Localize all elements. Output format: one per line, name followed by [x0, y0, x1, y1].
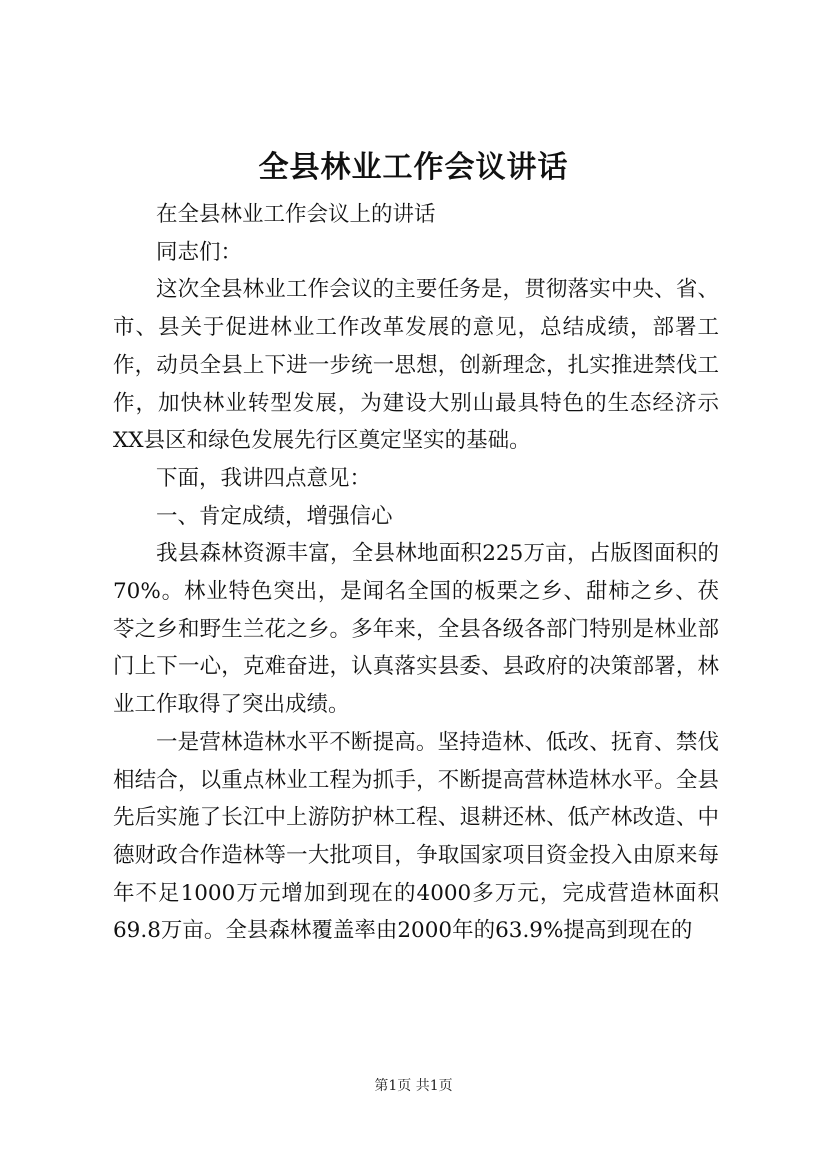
salutation-paragraph: 同志们：: [156, 239, 243, 265]
body-paragraph: 一是营林造林水平不断提高。坚持造林、低改、抚育、禁伐相结合，以重点林业工程为抓手，不断提高营林造林水平。全县先后实施了长江中上游防护林工程、退耕还林、低产林改造、中德财政合作造林等一大批项目，争取国家项目资金投入由原来每年不足1000万元增加到现在的4000多万元，完成营造林面积69.8万亩。全县森林覆盖率由2000年的63.9%提高到现在的: [113, 729, 719, 944]
document-body: [113, 196, 719, 950]
document-title: 全县林业工作会议讲话: [258, 150, 569, 185]
section-heading: 一、肯定成绩，增强信心: [156, 503, 393, 529]
page-footer: 第1页 共1页: [374, 1078, 453, 1094]
body-paragraph: 我县森林资源丰富，全县林地面积225万亩，占版图面积的70%。林业特色突出，是闻名全国的板栗之乡、甜柿之乡、茯苓之乡和野生兰花之乡。多年来，全县各级各部门特别是林业部门上下一心，克难奋进，认真落实县委、县政府的决策部署，林业工作取得了突出成绩。: [113, 541, 719, 718]
subtitle-paragraph: 在全县林业工作会议上的讲话: [156, 202, 436, 227]
body-paragraph: 这次全县林业工作会议的主要任务是，贯彻落实中央、省、市、县关于促进林业工作改革发展的意见，总结成绩，部署工作，动员全县上下进一步统一思想，创新理念，扎实推进禁伐工作，加快林业转型发展，为建设大别山最具特色的生态经济示XX县区和绿色发展先行区奠定坚实的基础。: [113, 277, 719, 454]
body-paragraph: 下面，我讲四点意见：: [156, 465, 372, 491]
